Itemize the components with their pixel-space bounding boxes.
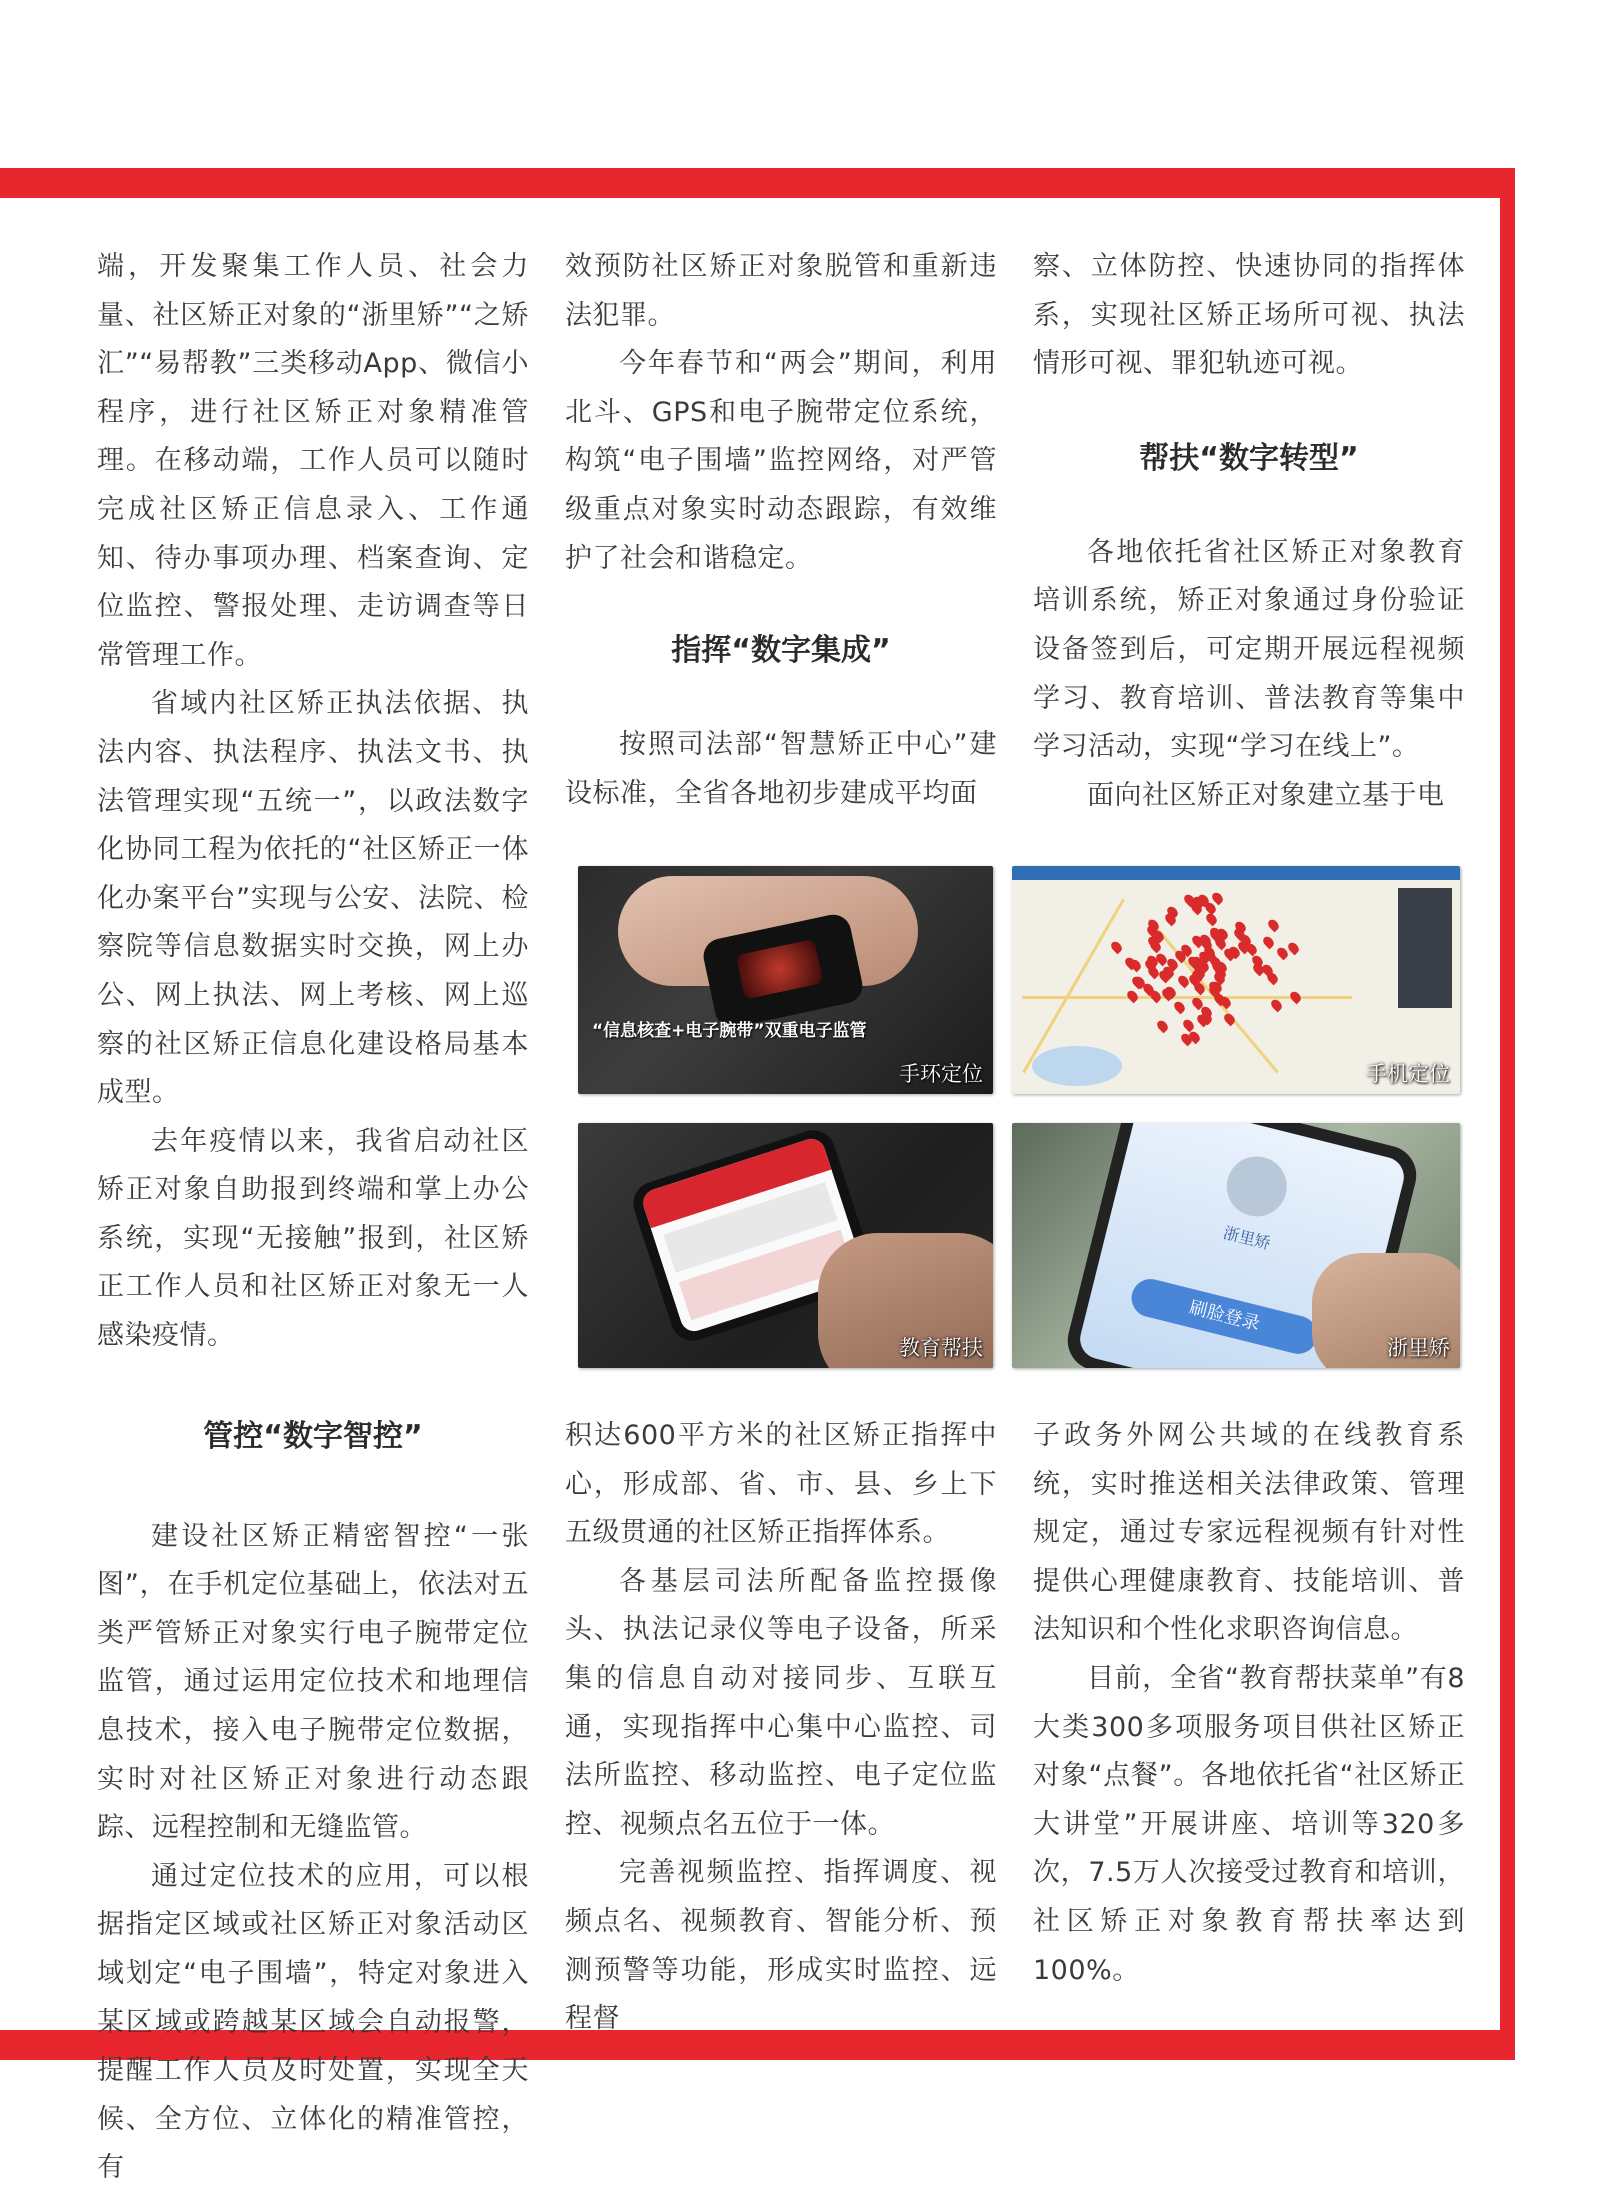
column-3-bottom — [1033, 1412, 1465, 1995]
map-header-bar — [1012, 866, 1460, 880]
location-marker — [1265, 971, 1280, 986]
paragraph: 各基层司法所配备监控摄像头、执法记录仪等电子设备，所采集的信息自动对接同步、互联互通，实现指挥中心集中心监控、司法所监控、移动监控、电子定位监控、视频点名五位于一体。 — [565, 1565, 997, 1840]
app-name: 浙里矫 — [1221, 1223, 1273, 1254]
location-marker — [1155, 1019, 1170, 1034]
location-marker — [1266, 918, 1281, 933]
map-toolbar — [1398, 888, 1452, 1008]
location-marker — [1269, 998, 1284, 1013]
photo-caption: 手机定位 — [1366, 1062, 1450, 1086]
zhelijiao-app-photo — [1012, 1123, 1460, 1368]
column-1 — [97, 243, 529, 2193]
location-marker — [1109, 940, 1124, 955]
avatar — [1220, 1150, 1293, 1223]
column-3-top — [1033, 243, 1465, 820]
section-heading: 帮扶“数字转型” — [1139, 440, 1359, 476]
right-red-bar — [1500, 168, 1515, 2030]
paragraph: 察、立体防控、快速协同的指挥体系，实现社区矫正场所可视、执法情形可视、罪犯轨迹可视。 — [1033, 251, 1465, 380]
paragraph: 完善视频监控、指挥调度、视频点名、视频教育、智能分析、预测预警等功能，形成实时监控、远程督 — [565, 1857, 997, 2035]
location-marker — [1125, 989, 1140, 1004]
location-marker — [1288, 990, 1303, 1005]
paragraph: 目前，全省“教育帮扶菜单”有8大类300多项服务项目供社区矫正对象“点餐”。各地依托省“社区矫正大讲堂”开展讲座、培训等320多次，7.5万人次接受过教育和培训，社区矫正对象教育帮扶率达到100%。 — [1033, 1662, 1465, 1986]
photo-caption: 手环定位 — [899, 1062, 983, 1086]
column-2-top — [565, 243, 997, 818]
paragraph: 今年春节和“两会”期间，利用北斗、GPS和电子腕带定位系统，构筑“电子围墙”监控网络，对严管级重点对象实时动态跟踪，有效维护了社会和谐稳定。 — [565, 348, 997, 574]
education-photo — [578, 1123, 993, 1368]
location-marker — [1146, 965, 1161, 980]
photo-caption: 教育帮扶 — [899, 1336, 983, 1360]
location-marker — [1261, 935, 1276, 950]
column-2-bottom — [565, 1412, 997, 2044]
paragraph: 效预防社区矫正对象脱管和重新违法犯罪。 — [565, 251, 997, 331]
paragraph: 端，开发聚集工作人员、社会力量、社区矫正对象的“浙里矫”“之矫汇”“易帮教”三类移动App、微信小程序，进行社区矫正对象精准管理。在移动端，工作人员可以随时完成社区矫正信息录入、工作通知、待办事项办理、档案查询、定位监控、警报处理、走访调查等日常管理工作。 — [97, 251, 529, 671]
paragraph: 去年疫情以来，我省启动社区矫正对象自助报到终端和掌上办公系统，实现“无接触”报到，社区矫正工作人员和社区矫正对象无一人感染疫情。 — [97, 1125, 529, 1352]
face-login-button[interactable]: 刷脸登录 — [1128, 1275, 1322, 1358]
paragraph: 积达600平方米的社区矫正指挥中心，形成部、省、市、县、乡上下五级贯通的社区矫正指挥体系。 — [565, 1420, 997, 1549]
paragraph: 建设社区矫正精密智控“一张图”，在手机定位基础上，依法对五类严管矫正对象实行电子腕带定位监管，通过运用定位技术和地理信息技术，接入电子腕带定位数据，实时对社区矫正对象进行动态跟踪、远程控制和无缝监管。 — [97, 1520, 529, 1844]
paragraph: 子政务外网公共域的在线教育系统，实时推送相关法律政策、管理规定，通过专家远程视频有针对性提供心理健康教育、技能培训、普法知识和个性化求职咨询信息。 — [1033, 1420, 1465, 1646]
phone-location-map-photo — [1012, 866, 1460, 1094]
section-heading: 指挥“数字集成” — [671, 633, 891, 669]
paragraph: 省域内社区矫正执法依据、执法内容、执法程序、执法文书、执法管理实现“五统一”，以政法数字化协同工程为依托的“社区矫正一体化办案平台”实现与公安、法院、检察院等信息数据实时交换，网上办公、网上执法、网上考核、网上巡察的社区矫正信息化建设格局基本成型。 — [97, 688, 529, 1109]
photo-overlay-text: “信息核查+电子腕带”双重电子监管 — [592, 1021, 867, 1041]
location-marker — [1172, 1000, 1187, 1015]
wristband-photo — [578, 866, 993, 1094]
top-red-bar — [0, 168, 1515, 198]
paragraph: 各地依托省社区矫正对象教育培训系统，矫正对象通过身份验证设备签到后，可定期开展远程视频学习、教育培训、普法教育等集中学习活动，实现“学习在线上”。 — [1033, 536, 1465, 763]
paragraph: 面向社区矫正对象建立基于电 — [1087, 779, 1445, 811]
location-marker — [1128, 958, 1143, 973]
paragraph: 通过定位技术的应用，可以根据指定区域或社区矫正对象活动区域划定“电子围墙”，特定对象进入某区域或跨越某区域会自动报警，提醒工作人员及时处置，实现全天候、全方位、立体化的精准管控，有 — [97, 1860, 529, 2184]
location-marker — [1181, 1017, 1196, 1032]
section-heading: 管控“数字智控” — [203, 1418, 423, 1454]
paragraph: 按照司法部“智慧矫正中心”建设标准，全省各地初步建成平均面 — [565, 729, 997, 809]
photo-caption: 浙里矫 — [1387, 1336, 1450, 1360]
